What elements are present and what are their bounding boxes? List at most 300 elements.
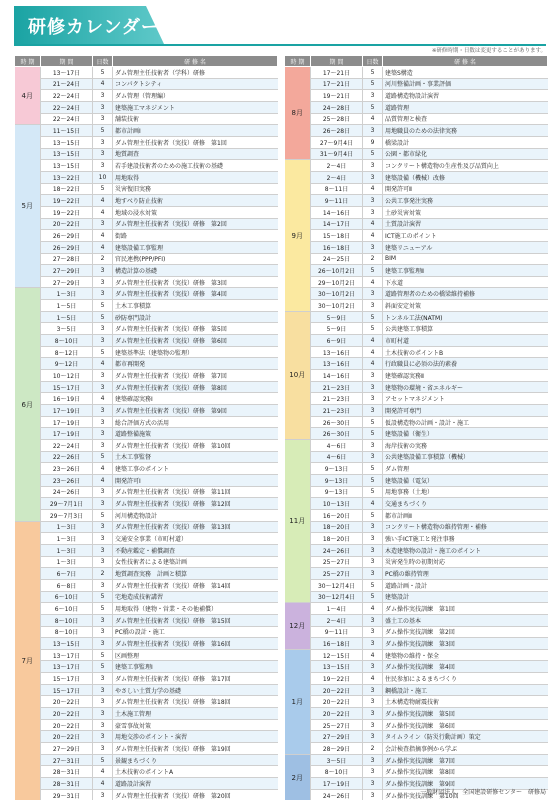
course-row bbox=[285, 544, 548, 556]
course-days: 3 bbox=[363, 90, 383, 102]
course-days: 4 bbox=[363, 276, 383, 288]
course-days: 3 bbox=[93, 148, 113, 160]
course-name: 道路整備施策 bbox=[113, 428, 278, 440]
course-dates: 15～17日 bbox=[41, 381, 93, 393]
course-row bbox=[15, 474, 278, 486]
course-name: ダム管理主任技術者（実技）研修 第1回 bbox=[113, 136, 278, 148]
course-name: 開発許可Ⅱ bbox=[383, 183, 548, 195]
course-name: 構造計算の基礎 bbox=[113, 265, 278, 277]
course-row bbox=[15, 719, 278, 731]
month-label: 12月 bbox=[285, 603, 311, 650]
course-name: ダム管理主任技術者（実技）研修 第6回 bbox=[113, 335, 278, 347]
course-name: 用地交渉のポイント・演習 bbox=[113, 731, 278, 743]
course-days: 3 bbox=[93, 579, 113, 591]
course-name: 下水道 bbox=[383, 276, 548, 288]
course-row bbox=[15, 218, 278, 230]
course-name: 盛土工の基本 bbox=[383, 614, 548, 626]
course-row bbox=[285, 556, 548, 568]
course-name: 公共建築工事積算 bbox=[383, 323, 548, 335]
course-row bbox=[15, 113, 278, 125]
course-row bbox=[15, 428, 278, 440]
course-row bbox=[15, 743, 278, 755]
course-name: 開発許可Ⅰ bbox=[113, 474, 278, 486]
course-days: 3 bbox=[93, 486, 113, 498]
course-dates: 8～10日 bbox=[41, 614, 93, 626]
course-name: 建築基準法（建築物の監理） bbox=[113, 346, 278, 358]
course-name: ダム管理主任技術者（実技）研修 第10回 bbox=[113, 440, 278, 452]
course-name: ダム管理主任技術者（実技）研修 第16回 bbox=[113, 638, 278, 650]
course-days: 3 bbox=[93, 160, 113, 172]
course-days: 5 bbox=[363, 486, 383, 498]
course-dates: 29～10月2日 bbox=[311, 276, 363, 288]
course-dates: 13～15日 bbox=[41, 148, 93, 160]
course-days: 3 bbox=[363, 789, 383, 800]
course-days: 3 bbox=[363, 766, 383, 778]
course-days: 5 bbox=[363, 474, 383, 486]
course-dates: 15～18日 bbox=[311, 230, 363, 242]
course-dates: 2～4日 bbox=[311, 171, 363, 183]
course-days: 5 bbox=[363, 416, 383, 428]
course-name: BIM bbox=[383, 253, 548, 265]
course-days: 5 bbox=[93, 183, 113, 195]
course-days: 3 bbox=[93, 440, 113, 452]
course-row bbox=[15, 101, 278, 113]
footer-org: 一般財団法人 全国建設研修センター 研修局 bbox=[420, 789, 546, 796]
course-row bbox=[285, 579, 548, 591]
course-dates: 2～4日 bbox=[311, 614, 363, 626]
course-days: 3 bbox=[93, 626, 113, 638]
course-dates: 13～15日 bbox=[311, 661, 363, 673]
course-days: 3 bbox=[93, 544, 113, 556]
course-days: 3 bbox=[93, 101, 113, 113]
course-days: 3 bbox=[93, 719, 113, 731]
course-name: 女性技術者による建築計画 bbox=[113, 556, 278, 568]
course-dates: 24～26日 bbox=[311, 789, 363, 800]
course-days: 3 bbox=[363, 381, 383, 393]
course-row bbox=[15, 661, 278, 673]
course-dates: 5～9日 bbox=[311, 311, 363, 323]
course-name: 不動産鑑定・補償調査 bbox=[113, 544, 278, 556]
course-dates: 8～11日 bbox=[311, 183, 363, 195]
course-row bbox=[285, 405, 548, 417]
course-days: 4 bbox=[363, 218, 383, 230]
course-dates: 13～15日 bbox=[41, 160, 93, 172]
course-days: 3 bbox=[363, 440, 383, 452]
course-days: 5 bbox=[93, 509, 113, 521]
course-dates: 25～27日 bbox=[311, 568, 363, 580]
course-row bbox=[15, 300, 278, 312]
course-name: 豪雪事故対策 bbox=[113, 719, 278, 731]
course-name: ダム管理主任技術者（実技）研修 第13回 bbox=[113, 521, 278, 533]
course-days: 3 bbox=[363, 684, 383, 696]
course-days: 3 bbox=[363, 521, 383, 533]
course-row bbox=[285, 78, 548, 90]
schedule-table-left bbox=[14, 55, 278, 800]
course-dates: 27～29日 bbox=[41, 265, 93, 277]
course-name: 建築確認実務Ⅱ bbox=[383, 370, 548, 382]
course-dates: 22～24日 bbox=[41, 101, 93, 113]
course-name: 地質調査 bbox=[113, 148, 278, 160]
month-label: 9月 bbox=[285, 160, 311, 312]
course-name: 土木技術のポイントB bbox=[383, 346, 548, 358]
course-days: 3 bbox=[93, 521, 113, 533]
course-row bbox=[15, 405, 278, 417]
course-days: 3 bbox=[93, 370, 113, 382]
course-days: 3 bbox=[93, 265, 113, 277]
course-row bbox=[15, 696, 278, 708]
course-row bbox=[15, 486, 278, 498]
course-dates: 16～19日 bbox=[41, 393, 93, 405]
month-label: 10月 bbox=[285, 311, 311, 439]
course-dates: 19～22日 bbox=[41, 195, 93, 207]
course-dates: 17～19日 bbox=[41, 416, 93, 428]
course-name: ダム管理主任技術者（実技）研修 第8回 bbox=[113, 381, 278, 393]
course-dates: 1～3日 bbox=[41, 288, 93, 300]
course-name: やさしい土質力学の基礎 bbox=[113, 684, 278, 696]
course-name: ダム操作実技訓練 第10回 bbox=[383, 789, 548, 800]
course-dates: 24～28日 bbox=[311, 101, 363, 113]
course-dates: 14～16日 bbox=[311, 206, 363, 218]
course-name: 災害復旧実務 bbox=[113, 183, 278, 195]
course-days: 2 bbox=[363, 743, 383, 755]
course-row bbox=[285, 626, 548, 638]
course-days: 3 bbox=[363, 614, 383, 626]
course-name: 建築施工マネジメント bbox=[113, 101, 278, 113]
course-dates: 16～20日 bbox=[311, 509, 363, 521]
course-name: ダム操作実技訓練 第4回 bbox=[383, 661, 548, 673]
course-dates: 21～23日 bbox=[311, 405, 363, 417]
course-row bbox=[285, 638, 548, 650]
course-row bbox=[285, 381, 548, 393]
course-name: 土木工事監督 bbox=[113, 451, 278, 463]
course-dates: 26～10月2日 bbox=[311, 265, 363, 277]
course-row bbox=[285, 474, 548, 486]
course-days: 5 bbox=[93, 661, 113, 673]
course-dates: 20～22日 bbox=[41, 719, 93, 731]
course-days: 4 bbox=[363, 673, 383, 685]
course-days: 5 bbox=[363, 323, 383, 335]
month-label: 1月 bbox=[285, 649, 311, 754]
course-name: ダム管理主任技術者（実技）研修 第15回 bbox=[113, 614, 278, 626]
course-dates: 8～10日 bbox=[41, 335, 93, 347]
course-dates: 26～29日 bbox=[41, 241, 93, 253]
course-row bbox=[285, 358, 548, 370]
course-name: 品質管理と検査 bbox=[383, 113, 548, 125]
course-row bbox=[285, 125, 548, 137]
course-dates: 14～16日 bbox=[311, 370, 363, 382]
course-days: 3 bbox=[363, 125, 383, 137]
course-days: 4 bbox=[363, 335, 383, 347]
course-days: 3 bbox=[93, 614, 113, 626]
course-name: 鋼橋設計・施工 bbox=[383, 684, 548, 696]
course-days: 5 bbox=[363, 78, 383, 90]
course-days: 3 bbox=[363, 393, 383, 405]
course-name: 土砂災害対策 bbox=[383, 206, 548, 218]
course-dates: 29～7月3日 bbox=[41, 509, 93, 521]
course-dates: 2～4日 bbox=[311, 160, 363, 172]
course-name: 建築物の維持・保全 bbox=[383, 649, 548, 661]
course-days: 4 bbox=[363, 649, 383, 661]
header-period: 時 期 bbox=[285, 56, 311, 67]
course-days: 3 bbox=[363, 300, 383, 312]
course-dates: 13～15日 bbox=[41, 136, 93, 148]
course-name: ダム操作実技訓練 第2回 bbox=[383, 626, 548, 638]
course-row bbox=[15, 416, 278, 428]
course-dates: 27～31日 bbox=[41, 754, 93, 766]
course-dates: 6～7日 bbox=[41, 568, 93, 580]
month-label: 8月 bbox=[285, 67, 311, 160]
course-dates: 27～29日 bbox=[311, 731, 363, 743]
page-title: 研修カレンダー bbox=[28, 17, 160, 38]
course-row bbox=[285, 521, 548, 533]
course-name: 道路計画・設計 bbox=[383, 579, 548, 591]
course-dates: 1～3日 bbox=[41, 544, 93, 556]
course-dates: 25～27日 bbox=[311, 719, 363, 731]
header-dates: 期 間 bbox=[311, 56, 363, 67]
course-row bbox=[285, 171, 548, 183]
course-days: 3 bbox=[93, 533, 113, 545]
course-days: 3 bbox=[363, 696, 383, 708]
course-row bbox=[15, 276, 278, 288]
course-days: 5 bbox=[363, 463, 383, 475]
course-days: 3 bbox=[363, 661, 383, 673]
course-name: 建築確認実務Ⅰ bbox=[113, 393, 278, 405]
course-dates: 24～26日 bbox=[311, 544, 363, 556]
course-name: 舗装技術 bbox=[113, 113, 278, 125]
course-row bbox=[15, 778, 278, 790]
course-name: ダム管理主任技術者（実技）研修 第4回 bbox=[113, 288, 278, 300]
course-row bbox=[285, 649, 548, 661]
course-row bbox=[15, 754, 278, 766]
course-name: 仮設構造物の計画・設計・施工 bbox=[383, 416, 548, 428]
course-name: 斜面安定対策 bbox=[383, 300, 548, 312]
course-dates: 20～22日 bbox=[41, 731, 93, 743]
course-days: 5 bbox=[93, 125, 113, 137]
course-name: タイムライン（防災行動計画）策定 bbox=[383, 731, 548, 743]
course-name: 土質設計演習 bbox=[383, 218, 548, 230]
course-days: 4 bbox=[363, 230, 383, 242]
note-text: ※研修時期・日数は変更することがあります。 bbox=[431, 48, 546, 54]
course-row bbox=[285, 614, 548, 626]
course-name: ダム管理主任技術者（実技）研修 第11回 bbox=[113, 486, 278, 498]
course-days: 2 bbox=[93, 253, 113, 265]
course-row bbox=[15, 673, 278, 685]
course-dates: 20～22日 bbox=[41, 708, 93, 720]
course-row bbox=[285, 708, 548, 720]
course-dates: 25～28日 bbox=[311, 113, 363, 125]
course-days: 3 bbox=[93, 90, 113, 102]
course-name: ダム操作実技訓練 第8回 bbox=[383, 766, 548, 778]
course-dates: 1～5日 bbox=[41, 311, 93, 323]
course-dates: 8～10日 bbox=[311, 766, 363, 778]
month-label: 11月 bbox=[285, 440, 311, 603]
course-days: 3 bbox=[363, 288, 383, 300]
course-dates: 30～10月2日 bbox=[311, 300, 363, 312]
course-row bbox=[15, 136, 278, 148]
course-row bbox=[15, 253, 278, 265]
course-row bbox=[285, 265, 548, 277]
month-label: 7月 bbox=[15, 521, 41, 800]
month-label: 4月 bbox=[15, 67, 41, 125]
course-row bbox=[15, 195, 278, 207]
course-days: 4 bbox=[93, 766, 113, 778]
course-days: 5 bbox=[363, 509, 383, 521]
course-dates: 21～24日 bbox=[41, 78, 93, 90]
course-dates: 3～5日 bbox=[311, 754, 363, 766]
course-name: 官民連携(PPP/PFI) bbox=[113, 253, 278, 265]
course-dates: 19～21日 bbox=[311, 90, 363, 102]
course-days: 3 bbox=[363, 638, 383, 650]
course-name: 行政職員に必須の法的素養 bbox=[383, 358, 548, 370]
course-dates: 6～10日 bbox=[41, 603, 93, 615]
course-name: 河川整備計画・事業評価 bbox=[383, 78, 548, 90]
course-dates: 18～20日 bbox=[311, 521, 363, 533]
course-name: 橋梁設計 bbox=[383, 136, 548, 148]
course-row bbox=[285, 148, 548, 160]
course-row bbox=[15, 614, 278, 626]
course-days: 3 bbox=[93, 673, 113, 685]
course-name: 若手建設技術者のための施工技術の基礎 bbox=[113, 160, 278, 172]
course-name: ダム管理主任技術者（実技）研修 第3回 bbox=[113, 276, 278, 288]
course-days: 3 bbox=[93, 288, 113, 300]
course-name: コンパクトシティ bbox=[113, 78, 278, 90]
course-name: ダム管理主任技術者（実技）研修 第14回 bbox=[113, 579, 278, 591]
course-name: 開発許可専門 bbox=[383, 405, 548, 417]
course-days: 3 bbox=[93, 113, 113, 125]
course-dates: 21～23日 bbox=[311, 393, 363, 405]
course-row bbox=[15, 544, 278, 556]
course-name: ダム管理主任技術者（実技）研修 第2回 bbox=[113, 218, 278, 230]
course-dates: 1～4日 bbox=[311, 603, 363, 615]
header-course: 研 修 名 bbox=[113, 56, 278, 67]
course-name: ダム操作実技訓練 第7回 bbox=[383, 754, 548, 766]
course-days: 5 bbox=[363, 311, 383, 323]
course-dates: 24～25日 bbox=[311, 253, 363, 265]
course-dates: 13～17日 bbox=[41, 661, 93, 673]
course-days: 3 bbox=[93, 405, 113, 417]
course-name: ダム管理 bbox=[383, 463, 548, 475]
course-row bbox=[15, 463, 278, 475]
course-dates: 1～3日 bbox=[41, 533, 93, 545]
month-label: 6月 bbox=[15, 288, 41, 521]
course-row bbox=[285, 101, 548, 113]
course-dates: 31～9月4日 bbox=[311, 148, 363, 160]
course-dates: 22～24日 bbox=[41, 90, 93, 102]
course-row bbox=[15, 509, 278, 521]
course-row bbox=[285, 719, 548, 731]
course-name: ダム管理主任技術者（実技）研修 第7回 bbox=[113, 370, 278, 382]
course-dates: 13～17日 bbox=[41, 67, 93, 79]
course-days: 3 bbox=[363, 370, 383, 382]
course-row bbox=[15, 603, 278, 615]
course-days: 3 bbox=[93, 696, 113, 708]
course-dates: 22～24日 bbox=[41, 440, 93, 452]
course-dates: 4～6日 bbox=[311, 451, 363, 463]
header-days: 日数 bbox=[363, 56, 383, 67]
course-row bbox=[285, 218, 548, 230]
course-days: 3 bbox=[363, 241, 383, 253]
course-days: 3 bbox=[93, 638, 113, 650]
course-row bbox=[15, 638, 278, 650]
course-dates: 29～7月1日 bbox=[41, 498, 93, 510]
course-dates: 17～19日 bbox=[311, 778, 363, 790]
course-name: トンネル工法(NATM) bbox=[383, 311, 548, 323]
course-name: 土木施工管理 bbox=[113, 708, 278, 720]
course-row bbox=[15, 498, 278, 510]
course-dates: 13～15日 bbox=[41, 638, 93, 650]
course-dates: 5～9日 bbox=[311, 323, 363, 335]
course-name: ダム管理（管理編） bbox=[113, 90, 278, 102]
course-name: ダム管理主任技術者（実技）研修 第5回 bbox=[113, 323, 278, 335]
course-dates: 11～15日 bbox=[41, 125, 93, 137]
course-name: ダム管理主任技術者（学科）研修 bbox=[113, 67, 278, 79]
course-days: 4 bbox=[93, 230, 113, 242]
course-dates: 20～22日 bbox=[311, 684, 363, 696]
course-row bbox=[15, 370, 278, 382]
course-dates: 18～22日 bbox=[41, 183, 93, 195]
course-name: 交通安全事業（市町村道） bbox=[113, 533, 278, 545]
course-row bbox=[15, 766, 278, 778]
course-dates: 6～10日 bbox=[41, 591, 93, 603]
course-days: 3 bbox=[93, 381, 113, 393]
course-row bbox=[285, 136, 548, 148]
course-row bbox=[15, 335, 278, 347]
month-label: 5月 bbox=[15, 125, 41, 288]
course-days: 3 bbox=[93, 218, 113, 230]
course-name: 河川構造物設計 bbox=[113, 509, 278, 521]
course-days: 3 bbox=[93, 684, 113, 696]
course-dates: 15～17日 bbox=[41, 684, 93, 696]
course-name: 砂防専門設計 bbox=[113, 311, 278, 323]
course-row bbox=[285, 509, 548, 521]
course-row bbox=[15, 358, 278, 370]
course-row bbox=[15, 684, 278, 696]
course-dates: 13～16日 bbox=[311, 346, 363, 358]
course-name: ダム管理主任技術者（実技）研修 第17回 bbox=[113, 673, 278, 685]
course-dates: 12～15日 bbox=[311, 649, 363, 661]
course-row bbox=[15, 440, 278, 452]
course-row bbox=[285, 90, 548, 102]
course-days: 4 bbox=[93, 241, 113, 253]
course-name: 災害発生時の初期対応 bbox=[383, 556, 548, 568]
course-name: 公共建築設備工事積算（機械） bbox=[383, 451, 548, 463]
course-row bbox=[285, 416, 548, 428]
course-days: 5 bbox=[363, 265, 383, 277]
course-dates: 27～28日 bbox=[41, 253, 93, 265]
course-row bbox=[285, 113, 548, 125]
course-name: 公共工事発注実務 bbox=[383, 195, 548, 207]
course-dates: 29～31日 bbox=[41, 789, 93, 800]
course-days: 10 bbox=[93, 171, 113, 183]
course-name: 市町村道 bbox=[383, 335, 548, 347]
course-dates: 15～17日 bbox=[41, 673, 93, 685]
course-dates: 28～31日 bbox=[41, 778, 93, 790]
header-dates: 期 間 bbox=[41, 56, 93, 67]
course-name: 木造建築物の設計・施工のポイント bbox=[383, 544, 548, 556]
course-name: 道路構造物設計演習 bbox=[383, 90, 548, 102]
course-name: 都市再開発 bbox=[113, 358, 278, 370]
course-days: 5 bbox=[93, 451, 113, 463]
course-dates: 27～29日 bbox=[41, 743, 93, 755]
course-days: 3 bbox=[363, 556, 383, 568]
course-row bbox=[15, 171, 278, 183]
course-row bbox=[285, 160, 548, 172]
course-days: 4 bbox=[93, 393, 113, 405]
course-name: 建築工事監理Ⅰ bbox=[113, 661, 278, 673]
course-dates: 22～24日 bbox=[41, 113, 93, 125]
course-row bbox=[15, 556, 278, 568]
course-row bbox=[285, 323, 548, 335]
